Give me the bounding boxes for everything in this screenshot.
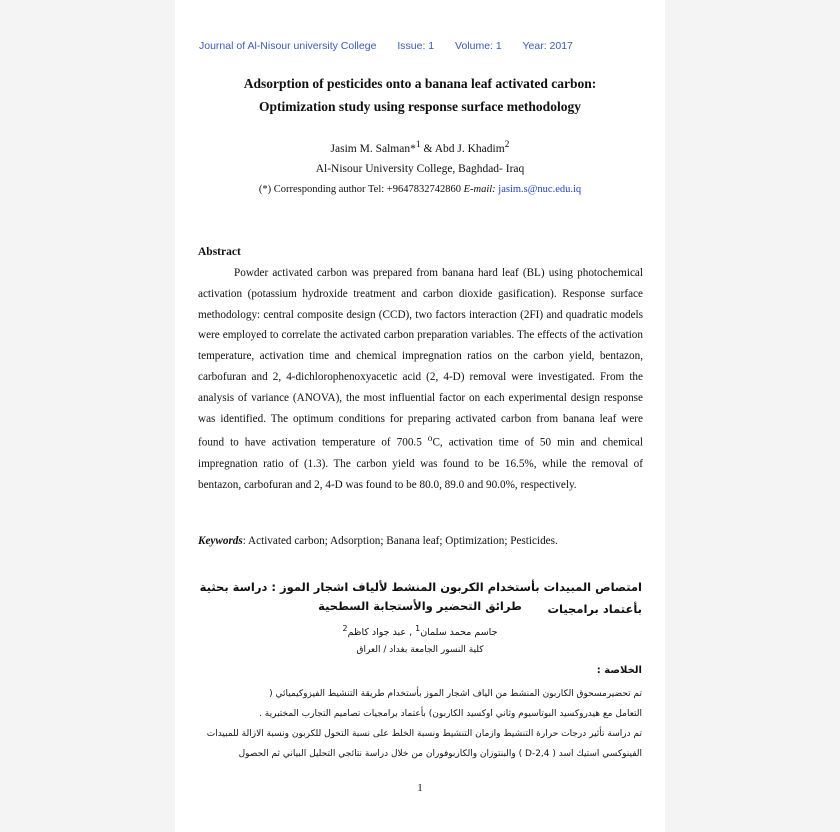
email-link[interactable]: jasim.s@nuc.edu.iq (498, 184, 582, 195)
page-number: 1 (417, 782, 423, 794)
abstract-text-part-1: Powder activated carbon was prepared from banana hard leaf (BL) using photochemical activation (potassium hydroxide treatment and carbon dioxide gasification). Response surface methodology: central composite design (CCD), two factors interaction (2FI) and quadratic models were employed to correlate the activated carbon preparation variables. The effects of the activation temperature, activation time and chemical impregnation ratios on the carbon yield, bentazon, carbofuran and 2, 4-dichlorophenoxyacetic acid (2, 4-D) removal were investigated. From the analysis of variance (ANOVA), the most influential factor on each experimental design response was identified. The optimum conditions for preparing activated carbon from banana leaf were found to have activation temperature of 700.5 (198, 267, 643, 450)
journal-name: Journal of Al-Nisour university College (199, 40, 377, 52)
abstract-text-part-2: C, activation time of 50 min and chemical impregnation ratio of (1.3). The carbon yield was found to be 16.5%, while the removal of bentazon, carbofuran and 2, 4-D was found to be 80.0, 89.0 and 90.0%, respectively. (198, 437, 643, 491)
arabic-abstract-line: التعامل مع هيدروكسيد البوتاسيوم وثاني اوكسيد الكاربون) بأعتماد برامجيات تصاميم التجارب المختبرية . (259, 709, 642, 719)
title-line-2: Optimization study using response surface methodology (259, 99, 581, 114)
affiliation: Al-Nisour University College, Baghdad- Iraq (315, 163, 525, 175)
arabic-author-1: جاسم محمد سلمان (420, 627, 498, 639)
corresponding-author (175, 184, 665, 195)
author-list (175, 139, 665, 155)
arabic-authors (175, 624, 665, 638)
left-margin-background (0, 0, 175, 832)
abstract-body (198, 263, 643, 496)
author-1-affil-mark: 1 (415, 139, 421, 150)
abstract-heading: Abstract (198, 246, 241, 258)
keywords-text: : Activated carbon; Adsorption; Banana leaf; Optimization; Pesticides. (242, 535, 558, 547)
volume: Volume: 1 (455, 40, 502, 52)
email-label: E-mail: (463, 184, 499, 195)
degree-mark: o (427, 434, 433, 445)
arabic-author-1-mark: 1 (415, 624, 421, 633)
arabic-abstract-line: تم تحضيرمسحوق الكاربون المنشط من الياف اشجار الموز بأستخدام طريقة التنشيط الفيزوكيميائي ( (269, 689, 642, 699)
arabic-affiliation: كلية النسور الجامعة بغداد / العراق (356, 645, 484, 655)
year: Year: 2017 (522, 40, 573, 52)
title-line-1: Adsorption of pesticides onto a banana leaf activated carbon: (243, 76, 597, 91)
arabic-abstract-line: الفينوكسي استيك اسد ( 2,4-D ) والبنتوزان والكاربوفوران من خلال دراسة نتائجي التحليل البياني ثم الحصول (238, 749, 642, 759)
keywords-label: Keywords (198, 535, 243, 547)
author-2-affil-mark: 2 (504, 139, 510, 150)
right-margin-background (665, 0, 840, 832)
author-1: Jasim M. Salman* (330, 142, 416, 155)
arabic-abstract-body (190, 684, 642, 764)
issue: Issue: 1 (397, 40, 435, 52)
running-header (199, 40, 591, 52)
paper-title (175, 72, 665, 118)
corresponding-tel: (*) Corresponding author Tel: +9647832742860 (258, 184, 464, 195)
arabic-title-line-1: امتصاص المبيدات بأستخدام الكربون المنشط لألياف اشجار الموز : دراسة بحثية بأعتماد برامجيات (199, 580, 642, 616)
arabic-author-2: , عبد جواد كاظم (347, 627, 416, 639)
arabic-abstract-heading: الخلاصة : (596, 665, 642, 676)
keywords (198, 535, 643, 547)
arabic-author-2-mark: 2 (342, 624, 348, 633)
arabic-abstract-line: تم دراسة تأثير درجات حرارة التنشيط وازمان التنشيط ونسبة الخلط على نسبة التحول للكربون ونسبة الازالة للمبيدات (206, 729, 642, 739)
arabic-title-line-2: طرائق التحضير والأستجابة السطحية (318, 599, 522, 613)
author-2: & Abd J. Khadim (420, 142, 505, 155)
